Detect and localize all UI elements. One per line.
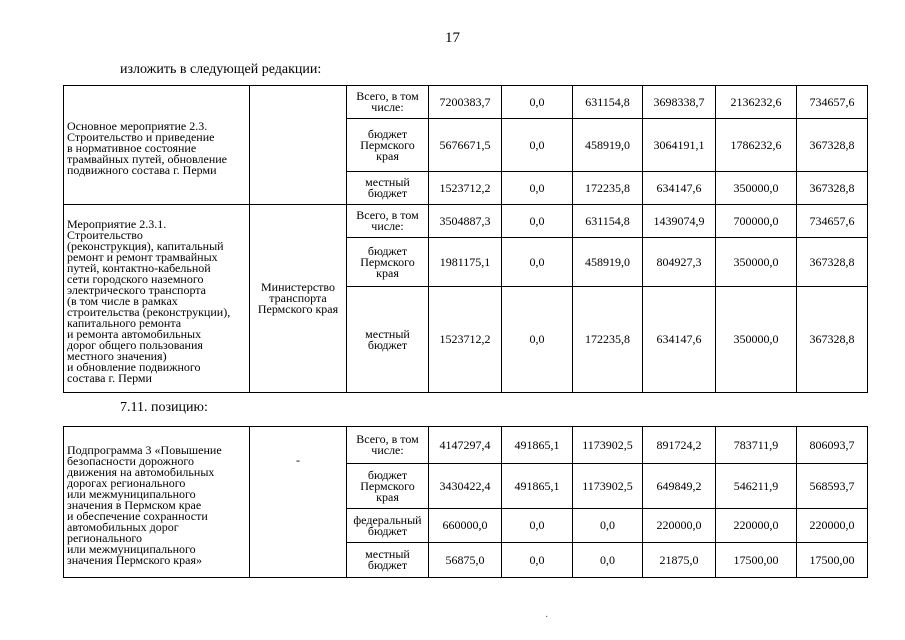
amount-cell: 0,0	[573, 509, 643, 543]
amount-cell: 0,0	[573, 543, 643, 578]
amount-cell: 631154,8	[573, 86, 643, 119]
amount-cell: 172235,8	[573, 287, 643, 393]
funding-source: бюджет Пермского края	[347, 238, 429, 287]
amount-cell: 1439074,9	[643, 205, 716, 238]
amount-cell: 220000,0	[797, 509, 868, 543]
amount-cell: 56875,0	[429, 543, 502, 578]
funding-source: местный бюджет	[347, 543, 429, 578]
amount-cell: 5676671,5	[429, 119, 502, 172]
funding-source: Всего, в том числе:	[347, 427, 429, 464]
measure-name-cell	[64, 427, 250, 578]
measure-name-cell	[64, 205, 250, 393]
table-row	[64, 86, 868, 119]
amount-cell: 0,0	[502, 205, 573, 238]
amount-cell: 1173902,5	[573, 427, 643, 464]
amount-cell: 783711,9	[716, 427, 797, 464]
amount-cell: 1523712,2	[429, 287, 502, 393]
amount-cell: 3064191,1	[643, 119, 716, 172]
amount-cell: 1981175,1	[429, 238, 502, 287]
table-2	[63, 426, 868, 578]
measure-name-cell	[64, 86, 250, 205]
funding-source: Всего, в том числе:	[347, 205, 429, 238]
amount-cell: 804927,3	[643, 238, 716, 287]
amount-cell: 17500,00	[716, 543, 797, 578]
amount-cell: 350000,0	[716, 238, 797, 287]
amount-cell: 568593,7	[797, 464, 868, 509]
amount-cell: 0,0	[502, 86, 573, 119]
amount-cell: 491865,1	[502, 464, 573, 509]
measure-name: Мероприятие 2.3.1. Строительство (реконструкция), капитальный ремонт и ремонт трамвайных путей, контактно-кабельной сети городского наземного электрического транспорта (в том числе в рамках строительства (реконструкции), капитального ремонта и ремонта автомобильных дорог общего пользования местного значения) и обновление подвижного состава г. Перми	[67, 217, 231, 385]
amount-cell: 634147,6	[643, 287, 716, 393]
amount-cell: 806093,7	[797, 427, 868, 464]
amount-cell: 350000,0	[716, 172, 797, 205]
amount-cell: 4147297,4	[429, 427, 502, 464]
amount-cell: 2136232,6	[716, 86, 797, 119]
amount-cell: 0,0	[502, 172, 573, 205]
amount-cell: 367328,8	[797, 119, 868, 172]
funding-source: Всего, в том числе:	[347, 86, 429, 119]
amount-cell: 3430422,4	[429, 464, 502, 509]
amount-cell: 0,0	[502, 287, 573, 393]
amount-cell: 350000,0	[716, 287, 797, 393]
table-1	[63, 85, 868, 393]
amount-cell: 0,0	[502, 238, 573, 287]
amount-cell: 21875,0	[643, 543, 716, 578]
amount-cell: 734657,6	[797, 86, 868, 119]
page-number: 17	[445, 30, 460, 46]
funding-source: бюджет Пермского края	[347, 119, 429, 172]
amount-cell: 1523712,2	[429, 172, 502, 205]
funding-source: федеральный бюджет	[347, 509, 429, 543]
responsible-executor: -	[250, 427, 347, 578]
responsible-executor	[250, 86, 347, 205]
amount-cell: 7200383,7	[429, 86, 502, 119]
funding-source: местный бюджет	[347, 172, 429, 205]
funding-source: местный бюджет	[347, 287, 429, 393]
amount-cell: 17500,00	[797, 543, 868, 578]
section2-heading: 7.11. позицию:	[120, 400, 208, 415]
amount-cell: 631154,8	[573, 205, 643, 238]
section1-heading: изложить в следующей редакции:	[120, 62, 322, 77]
measure-name: Подпрограмма 3 «Повышение безопасности дорожного движения на автомобильных дорогах регионального или межмуниципального значения в Пермском крае и обеспечение сохранности автомобильных дорог регионального или межмуниципального значения Пермского края»	[67, 442, 222, 567]
table-row	[64, 427, 868, 464]
amount-cell: 1786232,6	[716, 119, 797, 172]
funding-source: бюджет Пермского края	[347, 464, 429, 509]
amount-cell: 220000,0	[716, 509, 797, 543]
amount-cell: 3504887,3	[429, 205, 502, 238]
amount-cell: 3698338,7	[643, 86, 716, 119]
amount-cell: 491865,1	[502, 427, 573, 464]
amount-cell: 458919,0	[573, 119, 643, 172]
amount-cell: 660000,0	[429, 509, 502, 543]
amount-cell: 1173902,5	[573, 464, 643, 509]
amount-cell: 649849,2	[643, 464, 716, 509]
responsible-executor: Министерство транспорта Пермского края	[250, 205, 347, 393]
amount-cell: 700000,0	[716, 205, 797, 238]
amount-cell: 458919,0	[573, 238, 643, 287]
amount-cell: 367328,8	[797, 287, 868, 393]
amount-cell: 546211,9	[716, 464, 797, 509]
amount-cell: 367328,8	[797, 238, 868, 287]
amount-cell: 634147,6	[643, 172, 716, 205]
amount-cell: 891724,2	[643, 427, 716, 464]
amount-cell: 0,0	[502, 119, 573, 172]
amount-cell: 172235,8	[573, 172, 643, 205]
amount-cell: 367328,8	[797, 172, 868, 205]
measure-name: Основное мероприятие 2.3. Строительство и приведение в нормативное состояние трамвайных путей, обновление подвижного состава г. Перми	[67, 118, 227, 177]
amount-cell: 0,0	[502, 543, 573, 578]
amount-cell: 734657,6	[797, 205, 868, 238]
amount-cell: 220000,0	[643, 509, 716, 543]
scan-dot: ·	[545, 612, 549, 623]
table-row	[64, 205, 868, 238]
amount-cell: 0,0	[502, 509, 573, 543]
